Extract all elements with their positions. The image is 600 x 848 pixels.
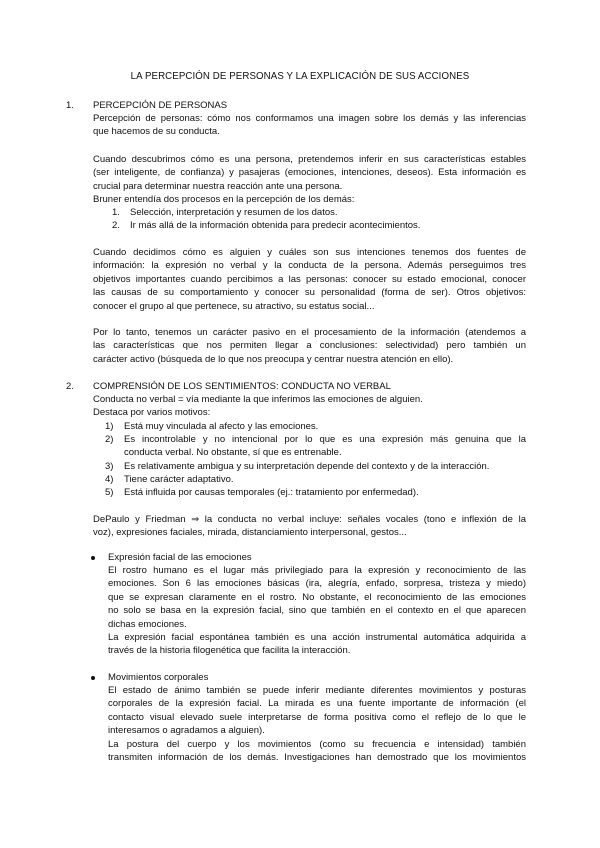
s1-paragraph-3 <box>93 246 526 313</box>
text-line: Es incontrolable y no intencional por lo que es una expresión más genuina que la <box>124 434 526 445</box>
text-line: corporales de la expresión facial. La mirada es una fuente importante de información (el <box>108 698 526 710</box>
text-line: dichas emociones. <box>108 618 187 630</box>
text-line: objetivos importantes cuando percibimos a las personas: conocer su estado emocional, conocer <box>93 273 526 285</box>
section-1-number: 1. <box>66 100 74 111</box>
text-line: Cuando decidimos cómo es alguien y cuáles son sus intenciones tenemos dos fuentes de <box>93 247 526 258</box>
text-line: voz), expresiones faciales, mirada, distanciamiento interpersonal, gestos... <box>93 527 407 539</box>
document-title: LA PERCEPCIÓN DE PERSONAS Y LA EXPLICACIÓN DE SUS ACCIONES <box>130 71 470 82</box>
text-line: las características que nos permiten llegar a conclusiones: selectividad) pero también un <box>93 340 526 352</box>
text-line: información: la expresión no verbal y la conducta de la persona. Además perseguimos tres <box>93 260 526 272</box>
text-line: crucial para determinar nuestra reacción ante una persona. <box>93 180 343 192</box>
text-line: conocer el grupo al que pertenece, su atractivo, su estatus social... <box>93 300 375 312</box>
text-line: interesamos o agradamos a alguien). <box>108 725 265 737</box>
text-line: Bruner entendía dos procesos en la percepción de los demás: <box>93 194 355 206</box>
s2-list-5-number: 5) <box>105 487 114 498</box>
s1-list-1-text: Selección, interpretación y resumen de los datos. <box>130 207 338 218</box>
text-line: las causas de su comportamiento y conocer su personalidad (forma de ser). Otros objetivos: <box>93 287 526 299</box>
s1-paragraph-1 <box>93 112 526 139</box>
section-2-heading: COMPRENSIÓN DE LOS SENTIMIENTOS: CONDUCTA NO VERBAL <box>93 381 391 392</box>
text-line: carácter activo (búsqueda de lo que nos preocupa y centrar nuestra atención en ello). <box>93 353 454 365</box>
s2-list-3-text: Es relativamente ambigua y su interpretación depende del contexto y de la interacción. <box>124 461 490 472</box>
text-line: Conducta no verbal = vía mediante la que inferimos las emociones de alguien. <box>93 394 423 405</box>
text-line: contacto visual elevado suele interpretarse de forma positiva como el reflejo de lo que le <box>108 711 526 723</box>
bullet-1-paragraph-1 <box>108 564 526 631</box>
bullet-2-paragraph-2 <box>108 738 526 765</box>
s2-list-4-number: 4) <box>105 474 114 485</box>
text-line: La postura del cuerpo y los movimientos (como su frecuencia e intensidad) también <box>108 739 526 750</box>
text-line: través de la historia filogenética que facilita la interacción. <box>108 645 351 657</box>
s2-list-4-text: Tiene carácter adaptativo. <box>124 474 234 485</box>
s2-list-2-number: 2) <box>105 434 114 445</box>
s1-list-2-text: Ir más allá de la información obtenida para predecir acontecimientos. <box>130 220 421 231</box>
s2-list-3-number: 3) <box>105 461 114 472</box>
s2-list-1-text: Está muy vinculada al afecto y las emociones. <box>124 421 319 432</box>
s2-list-5-text: Está influida por causas temporales (ej.: tratamiento por enfermedad). <box>124 487 419 498</box>
s2-paragraph-2 <box>93 513 526 540</box>
text-line: Por lo tanto, tenemos un carácter pasivo en el procesamiento de la información (atendemos a <box>93 327 526 338</box>
text-line: emociones. Son 6 las emociones básicas (ira, alegría, enfado, sorpresa, tristeza y miedo) <box>108 578 526 590</box>
bullet-icon <box>91 676 95 680</box>
text-line: (ser inteligente, de confianza) y pasajeras (emociones, intenciones, deseos). Esta información es <box>93 167 526 179</box>
text-line: no solo se basa en la expresión facial, sino que también en el contexto en el que aparecen <box>108 605 526 617</box>
text-line: DePaulo y Friedman ⇒ la conducta no verbal incluye: señales vocales (tono e inflexión de la <box>93 514 526 525</box>
s2-paragraph-1 <box>93 393 526 420</box>
bullet-2-title: Movimientos corporales <box>108 672 209 683</box>
s1-paragraph-4 <box>93 326 526 366</box>
text-line: Percepción de personas: cómo nos conformamos una imagen sobre los demás y las inferencias <box>93 113 526 124</box>
section-1-heading: PERCEPCIÓN DE PERSONAS <box>93 100 228 111</box>
bullet-2-paragraph-1 <box>108 684 526 738</box>
text-line: que hacemos de su conducta. <box>93 126 220 138</box>
text-line: transmiten información de los demás. Investigaciones han demostrado que los movimientos <box>108 752 526 764</box>
s2-list-2-text <box>124 433 526 460</box>
text-line: que se expresan claramente en el rostro. No obstante, el reconocimiento de las emociones <box>108 591 526 603</box>
s1-list-2-number: 2. <box>112 220 120 231</box>
section-2-number: 2. <box>66 381 74 392</box>
bullet-1-paragraph-2 <box>108 631 526 658</box>
text-line: Destaca por varios motivos: <box>93 407 211 419</box>
text-line: El rostro humano es el lugar más privilegiado para la expresión y reconocimiento de las <box>108 565 526 576</box>
s2-list-1-number: 1) <box>105 421 114 432</box>
text-line: El estado de ánimo también se puede inferir mediante diferentes movimientos y posturas <box>108 685 526 696</box>
text-line: conducta verbal. No obstante, sí que es entrenable. <box>124 447 342 459</box>
s1-list-1-number: 1. <box>112 207 120 218</box>
bullet-1-title: Expresión facial de las emociones <box>108 552 252 563</box>
text-line: La expresión facial espontánea también es una acción instrumental automática adquirida a <box>108 632 526 643</box>
text-line: Cuando descubrimos cómo es una persona, pretendemos inferir en sus características estables <box>93 154 526 165</box>
s1-paragraph-2 <box>93 153 526 207</box>
bullet-icon <box>91 556 95 560</box>
